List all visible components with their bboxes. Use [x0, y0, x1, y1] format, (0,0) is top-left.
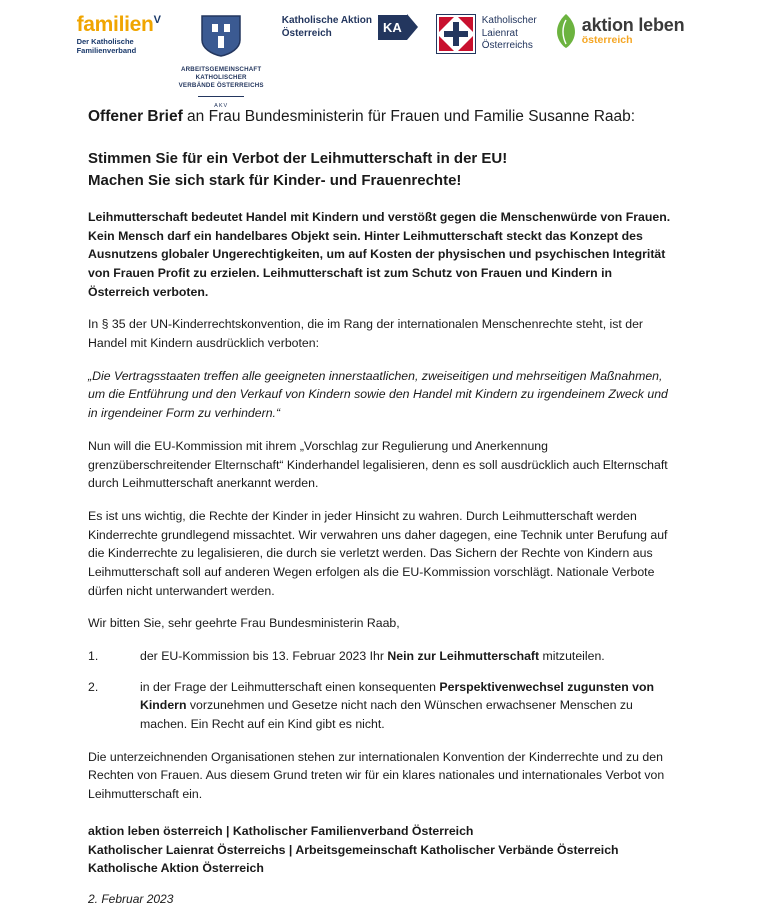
akv-shield-icon [198, 14, 244, 58]
list-item-text-before: der EU-Kommission bis 13. Februar 2023 Ihr [140, 649, 388, 664]
leaf-icon [555, 14, 577, 48]
addressee-line [88, 106, 671, 128]
aktion-leben-logo [555, 14, 685, 48]
katholische-aktion-line1: Katholische Aktion [281, 15, 372, 26]
signatory-block [88, 822, 671, 878]
katholische-aktion-logo [282, 14, 418, 40]
list-item-number: 2. [88, 679, 99, 694]
intro-paragraph: Leihmutterschaft bedeutet Handel mit Kindern und verstößt gegen die Menschenwürde von Frauen. Kein Mensch darf ein handelbares Objekt sein. Hinter Leihmutterschaft steckt das Konzept des Ausnutzens globaler Ungerechtigkeiten, um auf Kosten der physischen und psychischen Integrität von Frauen Profit zu erzielen. Leihmutterschaft ist zum Schutz von Frauen und Kindern in Österreich verboten. [88, 209, 671, 299]
akv-divider [198, 96, 244, 97]
familienverband-superscript: V [153, 14, 161, 26]
list-item-text [140, 647, 671, 666]
familienverband-subtitle-line1: Der Katholische [76, 37, 134, 47]
akv-text-line1: ARBEITSGEMEINSCHAFT [180, 66, 262, 73]
list-item-text-before: in der Frage der Leihmutterschaft einen konsequenten [140, 679, 440, 694]
list-item-text-bold: Perspektivenwechsel zugunsten von Kindern [140, 679, 654, 713]
ka-badge-icon [378, 14, 418, 40]
list-item-text-bold: Nein zur Leihmutterschaft [387, 649, 540, 664]
ka-badge-label: KA [378, 15, 407, 40]
katholischer-laienrat-logo [436, 14, 537, 54]
laienrat-cross-icon [436, 14, 476, 54]
logo-bar [0, 0, 761, 110]
list-item-text-after: mitzuteilen. [539, 649, 605, 664]
list-item [88, 647, 671, 666]
list-item-text [140, 678, 671, 734]
letter-body [0, 82, 761, 906]
request-intro-paragraph: Wir bitten Sie, sehr geehrte Frau Bundesministerin Raab, [88, 616, 400, 631]
akv-logo [179, 14, 264, 109]
laienrat-line1: Katholischer [481, 15, 537, 27]
offener-brief-label: Offener Brief [88, 108, 183, 125]
eu-commission-paragraph: Nun will die EU-Kommission mit ihrem „Vorschlag zur Regulierung und Anerkennung grenzüberschreitender Elternschaft“ Kinderhandel legalisieren, denn es soll ausdrücklich auch Elternschaft durch Leihmutterschaft anerkannt werden. [88, 438, 668, 491]
list-item-text-after: vorzunehmen und Gesetze nicht nach den Wünschen erwachsener Menschen zu machen. Ein Recht auf ein Kind gibt es nicht. [140, 698, 633, 732]
signatory-line3: Katholische Aktion Österreich [88, 861, 264, 876]
page-title [88, 148, 671, 192]
signatory-line2: Katholischer Laienrat Österreichs | Arbeitsgemeinschaft Katholischer Verbände Österreich [88, 842, 619, 857]
signatory-line1: aktion leben österreich | Katholischer Familienverband Österreich [88, 823, 474, 838]
request-list [88, 647, 671, 734]
children-rights-paragraph: Es ist uns wichtig, die Rechte der Kinder in jeder Hinsicht zu wahren. Durch Leihmutterschaft werden Kinderrechte grundlegend missachtet. Wir verwahren uns daher dagegen, eine Technik unter Berufung auf die Kinderrechte zu legalisieren, die durch sie verletzt werden. Das Sichern der Rechte von Kindern aus Leihmutterschaft soll auf anderen Wegen erfolgen als die EU-Kommission vorschlägt. Nationale Verbote dürfen nicht unterwandert werden. [88, 508, 668, 598]
headline-line1: Stimmen Sie für ein Verbot der Leihmutterschaft in der EU! [88, 150, 508, 168]
katholische-aktion-line2: Österreich [281, 28, 332, 39]
closing-paragraph: Die unterzeichnenden Organisationen stehen zur internationalen Konvention der Kinderrechte und zu den Rechten von Frauen. Aus diesem Grund treten wir für ein klares nationales und internationales Verbot von Leihmutterschaft ein. [88, 749, 665, 802]
list-item [88, 678, 671, 734]
document-date: 2. Februar 2023 [88, 891, 174, 906]
familienverband-subtitle-line2: Familienverband [76, 46, 137, 56]
laienrat-line3: Österreichs [481, 40, 533, 52]
aktion-leben-wordmark: aktion leben [581, 14, 685, 35]
addressee-text: an Frau Bundesministerin für Frauen und Familie Susanne Raab: [182, 108, 636, 125]
un-convention-quote: „Die Vertragsstaaten treffen alle geeigneten innerstaatlichen, zweiseitigen und mehrseitigen Maßnahmen, um die Entführung und den Verkauf von Kindern sowie den Handel mit Kindern zu irgendeinem Zweck und in irgendeiner Form zu verhindern.“ [88, 368, 668, 421]
list-item-number: 1. [88, 649, 99, 664]
aktion-leben-subtitle: österreich [581, 33, 633, 46]
akv-text-line2: KATHOLISCHER [195, 73, 247, 81]
familienverband-wordmark: familien [76, 13, 154, 36]
un-convention-paragraph: In § 35 der UN-Kinderrechtskonvention, die im Rang der internationalen Menschenrechte steht, ist der Handel mit Kindern ausdrücklich verboten: [88, 317, 644, 351]
headline-line2: Machen Sie sich stark für Kinder- und Frauenrechte! [88, 172, 462, 190]
akv-abbrev: AKV [214, 103, 229, 110]
familienverband-logo [77, 14, 161, 56]
laienrat-line2: Laienrat [481, 27, 518, 39]
akv-text-line3: VERBÄNDE ÖSTERREICHS [178, 81, 264, 89]
